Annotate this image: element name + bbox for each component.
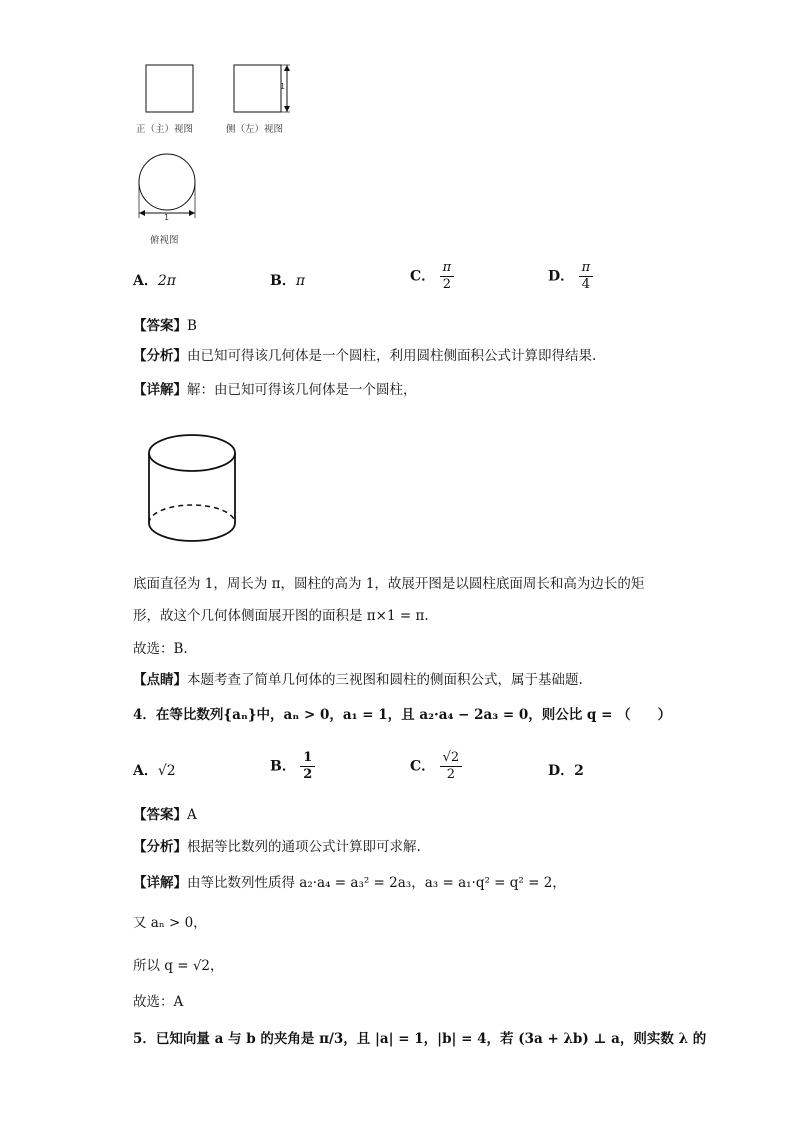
q3-body-line1: 底面直径为 1，周长为 π，圆柱的高为 1，故展开图是以圆柱底面周长和高为边长的矩 [133, 576, 645, 592]
top-dim-label: 1 [164, 213, 170, 222]
side-view-square [234, 65, 281, 112]
q4-option-b: B． $\frac{1}{2}$ [270, 750, 315, 783]
q3-analysis: 【分析】由已知可得该几何体是一个圆柱，利用圆柱侧面积公式计算即得结果. [133, 348, 597, 364]
q4-choice: 故选：A [133, 994, 184, 1010]
q4-analysis: 【分析】根据等比数列的通项公式计算即可求解. [133, 839, 421, 855]
q4-line3: 所以 q = √2， [133, 958, 224, 974]
q4-option-c: C． $\frac{√2}{2}$ [410, 750, 462, 783]
q4-answer: 【答案】A [133, 807, 197, 823]
q3-body-line2: 形，故这个几何体侧面展开图的面积是 π×1 = π. [133, 608, 429, 624]
q4-detail: 【详解】由等比数列性质得 a₂·a₄ = a₃² = 2a₃，a₃ = a₁·q² = q² = 2， [133, 875, 566, 891]
side-view-label: 侧（左）视图 [226, 124, 284, 135]
q4-line2: 又 aₙ > 0， [133, 915, 207, 931]
q3-option-c: C． $\frac{\pi}{2}$ [410, 260, 454, 293]
q3-answer: 【答案】B [133, 318, 197, 334]
q3-option-d: D． $\frac{\pi}{4}$ [548, 260, 593, 293]
front-view-square [146, 65, 193, 112]
q5-stem: 5．已知向量 a 与 b 的夹角是 π/3，且 |a| = 1，|b| = 4，若 (3a + λb) ⊥ a，则实数 λ 的 [133, 1031, 707, 1047]
side-dim-label: 1 [280, 82, 286, 91]
cylinder-drawing [140, 428, 250, 558]
q3-choice: 故选：B. [133, 641, 188, 657]
q3-comment: 【点睛】本题考查了简单几何体的三视图和圆柱的侧面积公式，属于基础题. [133, 672, 583, 688]
q3-option-a: A．2π [133, 273, 176, 289]
q4-stem: 4．在等比数列{aₙ}中，aₙ > 0，a₁ = 1，且 a₂·a₄ − 2a₃ = 0，则公比 q = （ ） [133, 707, 672, 723]
cylinder-figure [140, 428, 250, 558]
front-view-label: 正（主）视图 [136, 124, 194, 135]
three-view-figure [130, 60, 310, 250]
top-view-circle [139, 154, 195, 210]
q4-option-a: A．√2 [133, 763, 176, 779]
top-view-label: 俯视图 [150, 235, 179, 246]
q4-option-d: D．2 [548, 763, 584, 779]
q3-detail: 【详解】解：由已知可得该几何体是一个圆柱， [133, 382, 417, 398]
q3-option-b: B．π [270, 273, 306, 289]
